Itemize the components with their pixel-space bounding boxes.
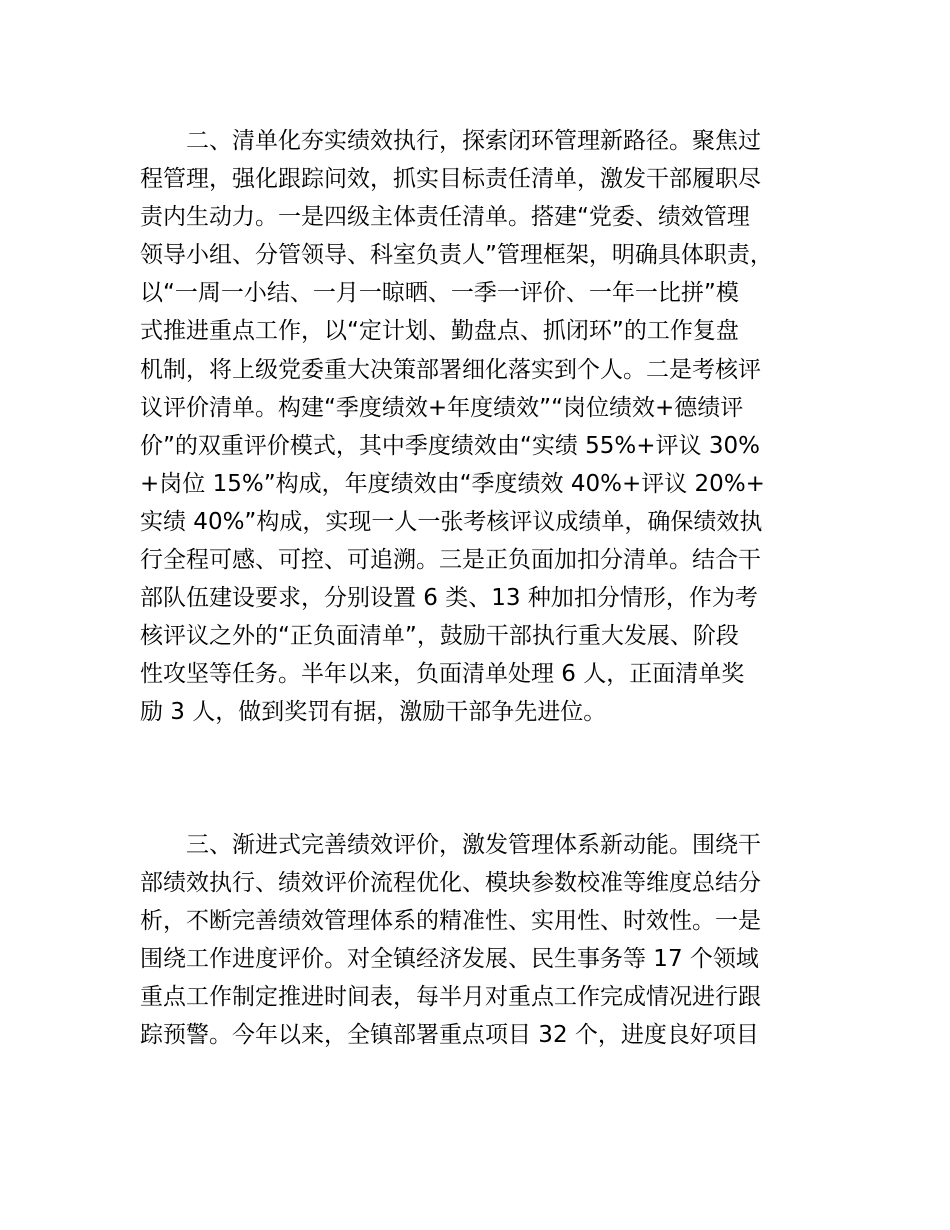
text-line: 行全程可感、可控、可追溯。三是正负面加扣分清单。结合干	[140, 547, 761, 574]
text-line: 性攻坚等任务。半年以来，负面清单处理 6 人，正面清单奖	[140, 661, 745, 688]
text-line: +岗位 15%”构成，年度绩效由“季度绩效 40%+评议 20%+	[140, 470, 765, 497]
text-line: 以“一周一小结、一月一晾晒、一季一评价、一年一比拼”模	[140, 280, 739, 307]
paragraph-performance-execution	[140, 122, 820, 732]
text-line: 部队伍建设要求，分别设置 6 类、13 种加扣分情形，作为考	[140, 585, 758, 612]
text-line: 实绩 40%”构成，实现一人一张考核评议成绩单，确保绩效执	[140, 508, 763, 535]
text-line: 重点工作制定推进时间表，每半月对重点工作完成情况进行跟	[140, 984, 761, 1011]
paragraph-performance-evaluation	[140, 826, 820, 1055]
text-line: 领导小组、分管领导、科室负责人”管理框架，明确具体职责，	[140, 242, 773, 269]
text-line: 核评议之外的“正负面清单”，鼓励干部执行重大发展、阶段	[140, 623, 739, 650]
text-line: 式推进重点工作，以“定计划、勤盘点、抓闭环”的工作复盘	[140, 318, 739, 345]
text-line: 围绕工作进度评价。对全镇经济发展、民生事务等 17 个领域	[140, 946, 759, 973]
text-line: 励 3 人，做到奖罚有据，激励干部争先进位。	[140, 699, 607, 726]
text-line: 部绩效执行、绩效评价流程优化、模块参数校准等维度总结分	[140, 870, 761, 897]
text-line: 机制，将上级党委重大决策部署细化落实到个人。二是考核评	[140, 356, 761, 383]
text-line: 议评价清单。构建“季度绩效+年度绩效”“岗位绩效+德绩评	[140, 394, 744, 421]
text-line: 踪预警。今年以来，全镇部署重点项目 32 个，进度良好项目	[140, 1022, 759, 1049]
text-line: 程管理，强化跟踪问效，抓实目标责任清单，激发干部履职尽	[140, 166, 761, 193]
text-line: 析，不断完善绩效管理体系的精准性、实用性、时效性。一是	[140, 908, 761, 935]
text-line: 价”的双重评价模式，其中季度绩效由“实绩 55%+评议 30%	[140, 432, 760, 459]
text-line: 二、清单化夯实绩效执行，探索闭环管理新路径。聚焦过	[186, 128, 761, 154]
text-line: 三、渐进式完善绩效评价，激发管理体系新动能。围绕干	[186, 832, 761, 858]
text-line: 责内生动力。一是四级主体责任清单。搭建“党委、绩效管理	[140, 204, 750, 231]
